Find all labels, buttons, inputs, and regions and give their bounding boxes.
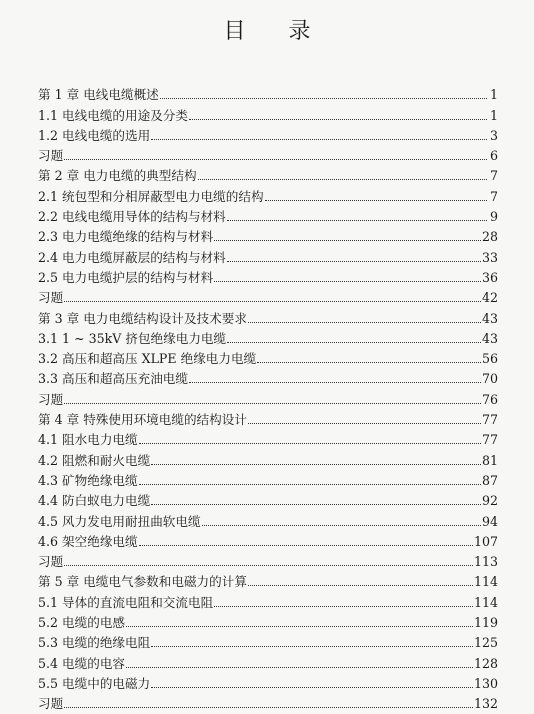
toc-entry-label: 5.3 电缆的绝缘电阻 bbox=[38, 635, 151, 651]
toc-entry[interactable] bbox=[38, 407, 498, 427]
toc-leader-dots bbox=[248, 423, 481, 424]
toc-entry-label: 第 5 章 电缆电气参数和电磁力的计算 bbox=[38, 574, 247, 590]
toc-entry[interactable] bbox=[38, 326, 498, 346]
toc-leader-dots bbox=[198, 179, 487, 180]
toc-leader-dots bbox=[189, 382, 481, 383]
toc-entry[interactable] bbox=[38, 163, 498, 183]
toc-entry-page-number: 114 bbox=[473, 574, 498, 590]
toc-entry-label: 2.2 电线电缆用导体的结构与材料 bbox=[38, 209, 226, 225]
toc-entry-page-number: 1 bbox=[489, 107, 498, 123]
toc-entry[interactable] bbox=[38, 610, 498, 630]
toc-leader-dots bbox=[64, 301, 481, 302]
toc-entry-label: 3.3 高压和超高压充油电缆 bbox=[38, 371, 188, 387]
toc-entry-page-number: 7 bbox=[489, 168, 498, 184]
toc-entry[interactable] bbox=[38, 630, 498, 650]
toc-entry[interactable] bbox=[38, 285, 498, 305]
toc-entry-label: 第 3 章 电力电缆结构设计及技术要求 bbox=[38, 310, 247, 326]
toc-entry-label: 第 2 章 电力电缆的典型结构 bbox=[38, 168, 197, 184]
toc-entry-label: 5.1 导体的直流电阻和交流电阻 bbox=[38, 594, 214, 610]
table-of-contents bbox=[38, 82, 498, 711]
toc-leader-dots bbox=[126, 667, 473, 668]
toc-entry-page-number: 9 bbox=[489, 209, 498, 225]
toc-entry[interactable] bbox=[38, 427, 498, 447]
toc-entry-page-number: 107 bbox=[473, 533, 498, 549]
toc-entry-label: 习题 bbox=[38, 554, 64, 570]
toc-leader-dots bbox=[139, 484, 481, 485]
toc-entry-label: 2.5 电力电缆护层的结构与材料 bbox=[38, 269, 214, 285]
toc-entry-page-number: 94 bbox=[481, 513, 498, 529]
toc-entry-page-number: 28 bbox=[481, 229, 498, 245]
toc-entry-page-number: 43 bbox=[481, 330, 498, 346]
toc-entry[interactable] bbox=[38, 224, 498, 244]
toc-entry-page-number: 113 bbox=[473, 554, 498, 570]
toc-entry-page-number: 76 bbox=[481, 391, 498, 407]
toc-entry[interactable] bbox=[38, 204, 498, 224]
toc-entry-label: 1.1 电线电缆的用途及分类 bbox=[38, 107, 188, 123]
toc-entry[interactable] bbox=[38, 671, 498, 691]
toc-leader-dots bbox=[248, 322, 481, 323]
toc-entry[interactable] bbox=[38, 244, 498, 264]
toc-leader-dots bbox=[151, 504, 481, 505]
toc-leader-dots bbox=[257, 362, 481, 363]
toc-leader-dots bbox=[227, 342, 481, 343]
toc-entry-label: 4.6 架空绝缘电缆 bbox=[38, 533, 138, 549]
toc-entry-page-number: 1 bbox=[489, 87, 498, 103]
toc-entry-label: 4.3 矿物绝缘电缆 bbox=[38, 472, 138, 488]
toc-entry[interactable] bbox=[38, 183, 498, 203]
toc-entry-page-number: 36 bbox=[481, 269, 498, 285]
toc-entry[interactable] bbox=[38, 346, 498, 366]
toc-entry-label: 4.2 阻燃和耐火电缆 bbox=[38, 452, 151, 468]
toc-entry-page-number: 125 bbox=[473, 635, 498, 651]
toc-leader-dots bbox=[248, 585, 473, 586]
toc-entry-label: 5.5 电缆中的电磁力 bbox=[38, 675, 151, 691]
toc-entry-label: 5.2 电缆的电感 bbox=[38, 615, 126, 631]
toc-entry[interactable] bbox=[38, 366, 498, 386]
toc-leader-dots bbox=[214, 240, 481, 241]
toc-entry-page-number: 128 bbox=[473, 655, 498, 671]
toc-entry-label: 习题 bbox=[38, 290, 64, 306]
toc-entry-label: 3.1 1 ~ 35kV 挤包绝缘电力电缆 bbox=[38, 330, 227, 346]
toc-leader-dots bbox=[214, 606, 473, 607]
toc-entry-page-number: 7 bbox=[489, 188, 498, 204]
toc-entry-page-number: 6 bbox=[489, 148, 498, 164]
toc-leader-dots bbox=[151, 687, 473, 688]
page-title: 目 录 bbox=[223, 19, 329, 44]
toc-entry-page-number: 119 bbox=[473, 615, 498, 631]
toc-entry[interactable] bbox=[38, 82, 498, 102]
toc-entry-label: 3.2 高压和超高压 XLPE 绝缘电力电缆 bbox=[38, 351, 257, 367]
toc-leader-dots bbox=[64, 565, 473, 566]
toc-entry[interactable] bbox=[38, 386, 498, 406]
toc-entry-label: 2.1 统包型和分相屏蔽型电力电缆的结构 bbox=[38, 188, 264, 204]
toc-entry[interactable] bbox=[38, 508, 498, 528]
toc-entry-label: 习题 bbox=[38, 148, 64, 164]
toc-entry-page-number: 33 bbox=[481, 249, 498, 265]
toc-entry[interactable] bbox=[38, 265, 498, 285]
toc-entry[interactable] bbox=[38, 488, 498, 508]
toc-leader-dots bbox=[202, 525, 481, 526]
toc-entry[interactable] bbox=[38, 123, 498, 143]
toc-leader-dots bbox=[64, 403, 481, 404]
toc-entry-page-number: 92 bbox=[481, 493, 498, 509]
toc-entry-label: 第 4 章 特殊使用环境电缆的结构设计 bbox=[38, 412, 247, 428]
toc-entry-page-number: 132 bbox=[473, 696, 498, 712]
toc-entry[interactable] bbox=[38, 143, 498, 163]
toc-entry-page-number: 70 bbox=[481, 371, 498, 387]
toc-leader-dots bbox=[160, 98, 487, 99]
toc-entry[interactable] bbox=[38, 305, 498, 325]
toc-entry-label: 4.4 防白蚁电力电缆 bbox=[38, 493, 151, 509]
toc-entry[interactable] bbox=[38, 549, 498, 569]
toc-entry-page-number: 77 bbox=[481, 412, 498, 428]
toc-leader-dots bbox=[227, 261, 481, 262]
toc-entry-page-number: 42 bbox=[481, 290, 498, 306]
toc-leader-dots bbox=[227, 220, 487, 221]
toc-entry[interactable] bbox=[38, 650, 498, 670]
toc-entry-page-number: 81 bbox=[481, 452, 498, 468]
toc-leader-dots bbox=[189, 119, 487, 120]
toc-entry-page-number: 3 bbox=[489, 127, 498, 143]
toc-leader-dots bbox=[151, 464, 481, 465]
toc-leader-dots bbox=[265, 200, 487, 201]
toc-entry-page-number: 43 bbox=[481, 310, 498, 326]
toc-entry-page-number: 87 bbox=[481, 472, 498, 488]
toc-entry-label: 4.5 风力发电用耐扭曲软电缆 bbox=[38, 513, 201, 529]
toc-entry[interactable] bbox=[38, 102, 498, 122]
toc-entry-page-number: 56 bbox=[481, 351, 498, 367]
toc-leader-dots bbox=[139, 545, 473, 546]
toc-leader-dots bbox=[64, 159, 487, 160]
toc-entry[interactable] bbox=[38, 447, 498, 467]
toc-entry-label: 4.1 阻水电力电缆 bbox=[38, 432, 138, 448]
toc-entry-page-number: 77 bbox=[481, 432, 498, 448]
toc-leader-dots bbox=[139, 443, 481, 444]
toc-leader-dots bbox=[126, 626, 473, 627]
toc-entry[interactable] bbox=[38, 589, 498, 609]
toc-entry-label: 习题 bbox=[38, 391, 64, 407]
toc-entry-label: 习题 bbox=[38, 696, 64, 712]
toc-entry-page-number: 130 bbox=[473, 675, 498, 691]
toc-entry[interactable] bbox=[38, 569, 498, 589]
toc-leader-dots bbox=[214, 281, 481, 282]
toc-leader-dots bbox=[151, 139, 487, 140]
toc-entry-label: 第 1 章 电线电缆概述 bbox=[38, 87, 159, 103]
toc-entry-page-number: 114 bbox=[473, 594, 498, 610]
toc-entry[interactable] bbox=[38, 529, 498, 549]
toc-entry[interactable] bbox=[38, 691, 498, 711]
toc-leader-dots bbox=[151, 646, 473, 647]
toc-leader-dots bbox=[64, 707, 473, 708]
toc-entry-label: 2.4 电力电缆屏蔽层的结构与材料 bbox=[38, 249, 226, 265]
toc-entry-label: 1.2 电线电缆的选用 bbox=[38, 127, 151, 143]
toc-entry-label: 5.4 电缆的电容 bbox=[38, 655, 126, 671]
toc-entry-label: 2.3 电力电缆绝缘的结构与材料 bbox=[38, 229, 214, 245]
toc-entry[interactable] bbox=[38, 468, 498, 488]
